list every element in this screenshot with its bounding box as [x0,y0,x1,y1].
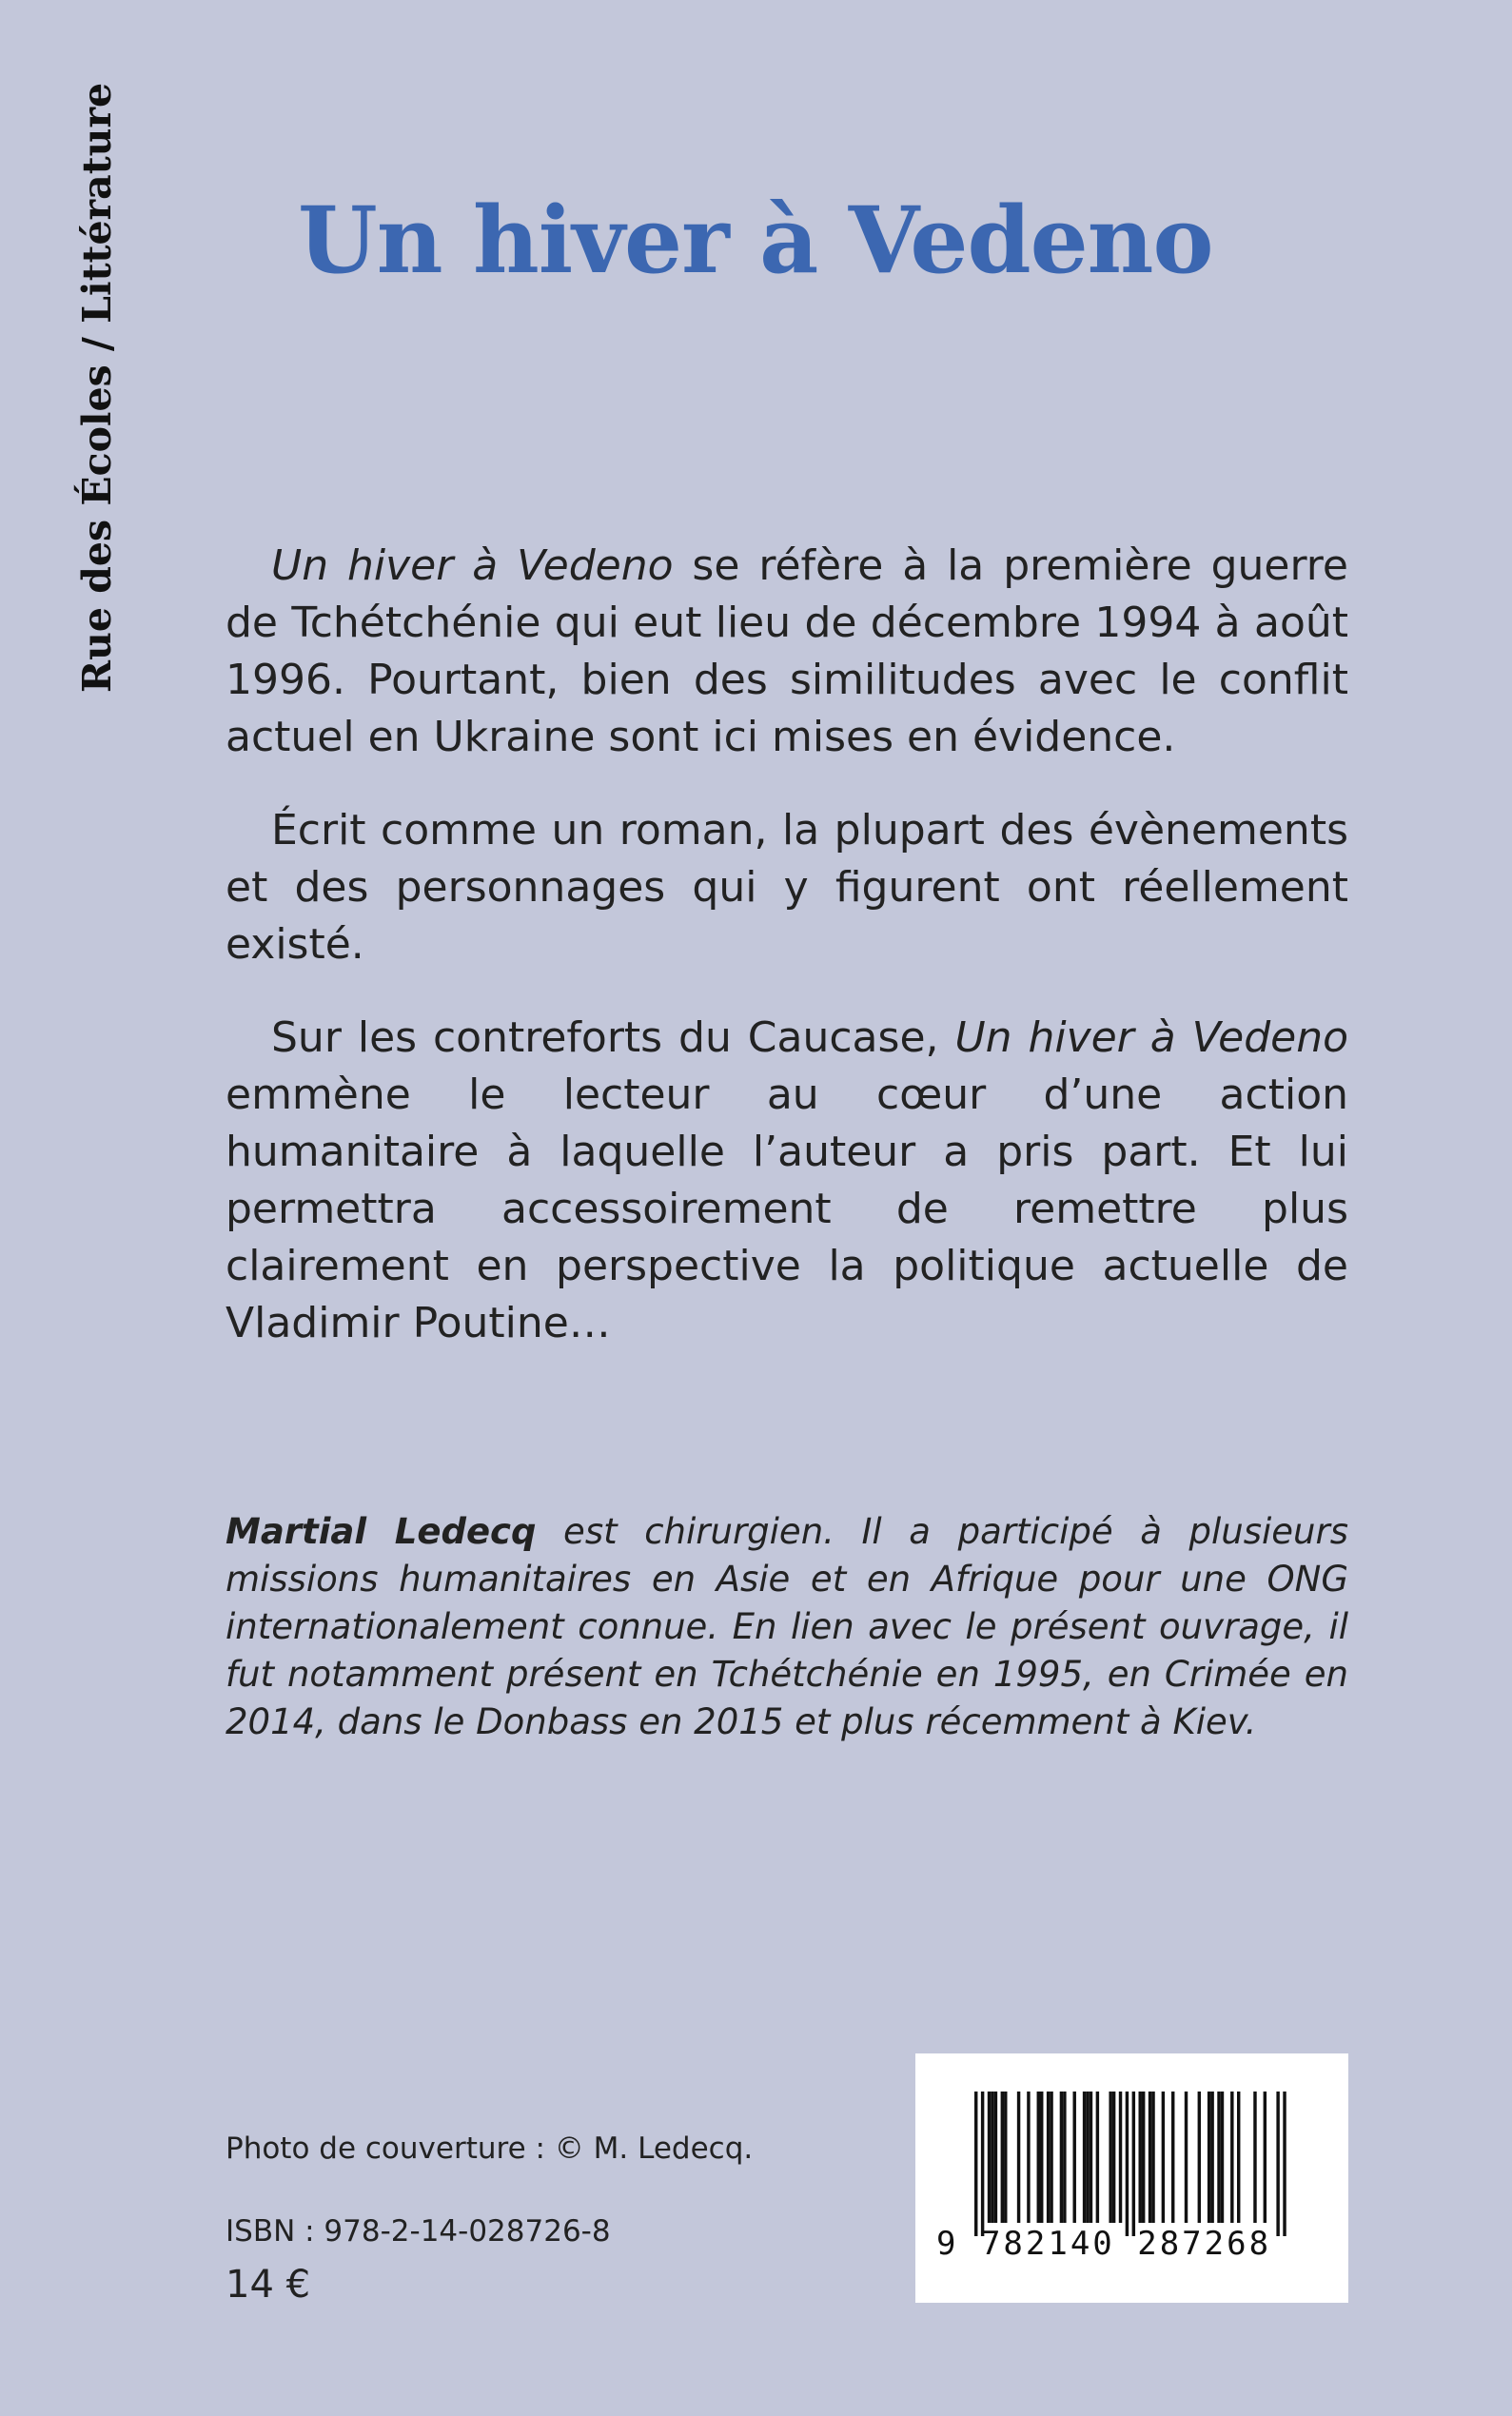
barcode [915,2053,1348,2303]
blurb-title-reference: Un hiver à Vedeno [271,541,674,590]
blurb-text: Sur les contreforts du Caucase, [271,1013,955,1062]
barcode-bar [1149,2092,1151,2223]
barcode-bar [1253,2092,1256,2223]
barcode-bar [1198,2092,1201,2223]
spine-collection-label: Rue des Écoles / Littérature [74,82,120,693]
barcode-bar [1090,2092,1092,2223]
barcode-bar [1073,2092,1076,2223]
barcode-bar [1210,2092,1213,2223]
barcode-bar [994,2092,997,2223]
barcode-bar [1083,2092,1086,2223]
barcode-bar [1132,2092,1135,2236]
blurb-paragraph-1 [226,538,1348,766]
barcode-bar [1112,2092,1115,2223]
barcode-bar [974,2092,977,2236]
barcode-bar [1060,2092,1063,2223]
barcode-bar [1037,2092,1040,2223]
blurb-paragraph-2 [226,802,1348,973]
barcode-bar [1217,2092,1220,2223]
barcode-bar [1276,2092,1279,2236]
barcode-bar [1283,2092,1286,2236]
barcode-bar [1050,2092,1052,2223]
blurb-title-reference: Un hiver à Vedeno [954,1013,1348,1062]
barcode-bar [1040,2092,1043,2223]
barcode-bar [1086,2092,1089,2223]
barcode-bar [1047,2092,1050,2223]
barcode-bars [915,2053,1348,2303]
blurb-text: emmène le lecteur au cœur d’une action humanitaire à laquelle l’auteur a pris part. Et lui permettra accessoirement de remettre plus clairement en perspective la politique actuelle de Vladimir Poutine… [226,1071,1348,1347]
barcode-digits: 9 782140 287268 [936,2225,1272,2263]
barcode-bar [1109,2092,1111,2223]
barcode-bar [1001,2092,1004,2223]
isbn: ISBN : 978-2-14-028726-8 [226,2214,611,2249]
price: 14 € [226,2263,311,2307]
barcode-bar [1230,2092,1233,2223]
barcode-bar [1237,2092,1240,2223]
book-blurb [226,538,1348,1388]
barcode-bar [1004,2092,1007,2223]
author-name: Martial Ledecq [226,1511,537,1552]
barcode-bar [1119,2092,1122,2223]
barcode-bar [1185,2092,1188,2223]
barcode-bar [1264,2092,1267,2223]
barcode-bar [1151,2092,1154,2223]
book-title: Un hiver à Vedeno [298,187,1213,294]
barcode-bar [1063,2092,1066,2223]
barcode-bar [988,2092,991,2223]
barcode-bar [1221,2092,1224,2223]
barcode-bar [981,2092,984,2236]
barcode-bar [1208,2092,1210,2223]
blurb-text: se réfère à la première guerre de Tchétchénie qui eut lieu de décembre 1994 à août 1996. Pourtant, bien des similitudes avec le conflit actuel en Ukraine sont ici mises en évidence. [226,541,1348,761]
barcode-bar [1017,2092,1020,2223]
blurb-paragraph-3 [226,1010,1348,1352]
barcode-bar [1162,2092,1165,2223]
author-bio-text: est chirurgien. Il a participé à plusieurs missions humanitaires en Asie et en Afrique pour une ONG internationalement connue. En lien avec le présent ouvrage, il fut notamment présent en Tchétchénie en 1995, en Crimée en 2014, dans le Donbass en 2015 et plus récemment à Kiev. [226,1511,1348,1742]
barcode-bar [991,2092,993,2223]
author-bio [226,1508,1348,1746]
barcode-bar [1096,2092,1099,2223]
barcode-bar [1142,2092,1145,2223]
barcode-bar [1139,2092,1142,2223]
barcode-bar [1126,2092,1129,2236]
blurb-text: Écrit comme un roman, la plupart des évènements et des personnages qui y figurent ont réellement existé. [226,806,1348,969]
barcode-bar [1027,2092,1030,2223]
barcode-bar [1171,2092,1174,2223]
photo-credit: Photo de couverture : © M. Ledecq. [226,2131,754,2166]
